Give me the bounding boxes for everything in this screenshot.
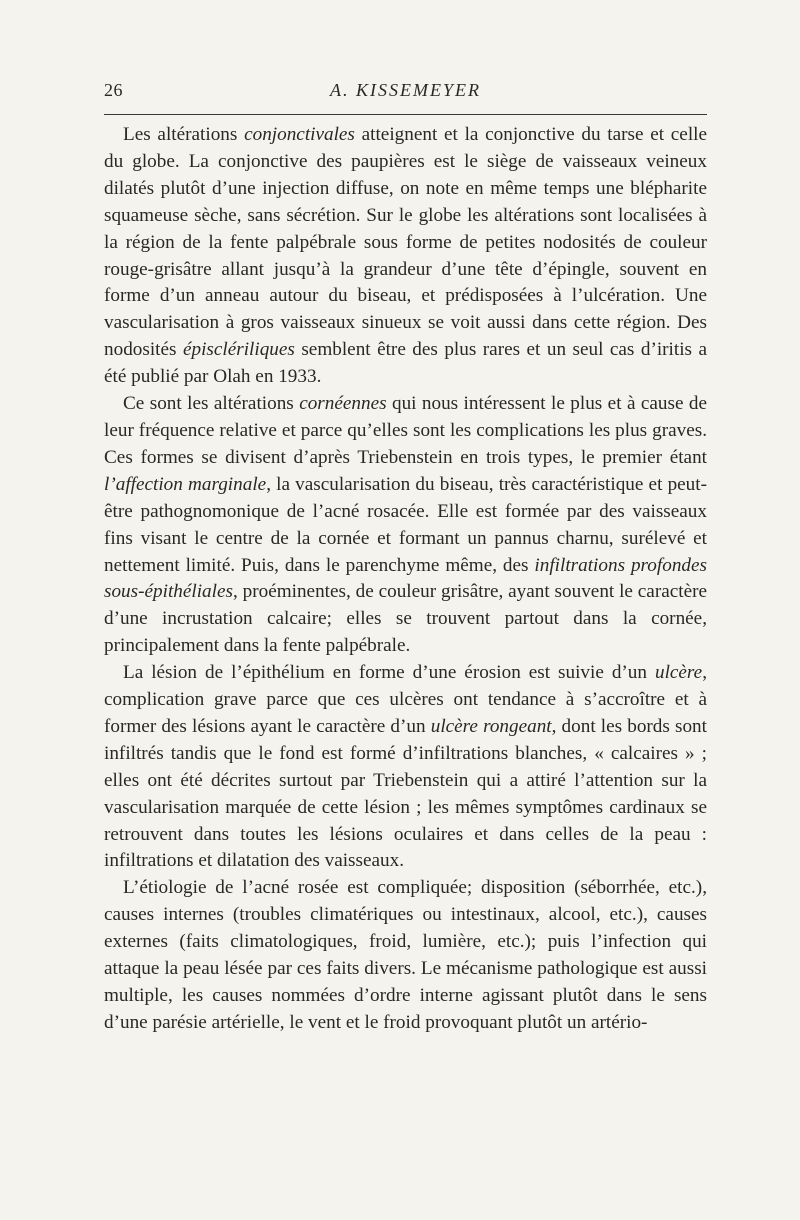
body-text [104, 122, 707, 1037]
text-run: semblent être des plus rares et un seul cas d’iritis a été publié par Olah en 1933. [104, 339, 707, 388]
text-run: Les altérations [123, 124, 245, 145]
running-head [104, 78, 707, 102]
text-run: atteignent et la conjonctive du tarse et celle du globe. La conjonctive des paupières est le siège de vaisseaux veineux dilatés plutôt d’une injection diffuse, on note en même temps une blépharite squameuse sèche, sans sécrétion. Sur le globe les altérations sont localisées à la région de la fente palpébrale sous forme de petites nodosités de couleur rouge-grisâtre allant jusqu’à la grandeur d’une tête d’épingle, souvent en forme d’un anneau autour du biseau, et prédisposées à l’ulcération. Une vascularisation à gros vaisseaux sinueux se voit aussi dans cette région. Des nodosités [104, 124, 708, 361]
italic-run: cornéennes [299, 393, 387, 415]
italic-run: conjonctivales [244, 124, 355, 145]
paragraph [104, 122, 707, 391]
text-run: , la vascularisation du biseau, très caractéristique et peut-être pathognomonique de l’acné rosacée. Elle est formée par des vaisseaux fins visant le centre de la cornée et formant un pannus charnu, surélevé et nettement limité. Puis, dans le parenchyme même, des [104, 473, 707, 576]
italic-run: épisclériliques [182, 339, 295, 361]
paragraph [104, 875, 707, 1036]
header-rule [104, 114, 707, 115]
italic-run: ulcère [654, 662, 703, 684]
italic-run: l’affection marginale [104, 473, 267, 495]
italic-run: ulcère rongeant [430, 715, 552, 737]
text-run: L’étiologie de l’acné rosée est compliquée; disposition (séborrhée, etc.), causes internes (troubles climatériques ou intestinaux, alcool, etc.), causes externes (faits climatologiques, froid, lumière, etc.); puis l’infection qui attaque la peau lésée par ces faits divers. Le mécanisme pathologique est aussi multiple, les causes nommées d’ordre interne agissant plutôt dans le sens d’une parésie artérielle, le vent et le froid provoquant plutôt un artério- [104, 877, 707, 1033]
text-run: Ce sont les altérations [123, 393, 300, 415]
italic-run: infiltrations profondes sous-épithéliales [104, 554, 707, 603]
text-run: La lésion de l’épithélium en forme d’une érosion est suivie d’un [123, 662, 655, 684]
paragraph [104, 391, 707, 660]
paragraph [104, 660, 707, 875]
text-run: , proéminentes, de couleur grisâtre, ayant souvent le caractère d’une incrustation calcaire; elles se trouvent partout dans la cornée, principalement dans la fente palpébrale. [104, 581, 707, 657]
page-number: 26 [104, 80, 123, 100]
text-run: qui nous intéressent le plus et à cause de leur fréquence relative et parce qu’elles sont les complications les plus graves. Ces formes se divisent d’après Triebenstein en trois types, le premier étant [104, 393, 707, 468]
text-run: , complication grave parce que ces ulcères ont tendance à s’accroître et à former des lésions ayant le caractère d’un [104, 662, 707, 737]
text-run: , dont les bords sont infiltrés tandis que le fond est formé d’infiltrations blanches, « calcaires » ; elles ont été décrites surtout par Triebenstein qui a attiré l’attention sur la vascularisation marquée de cette lésion ; les mêmes symptômes cardinaux se retrouvent dans toutes les lésions oculaires et dans celles de la peau : infiltrations et dilatation des vaisseaux. [104, 715, 707, 872]
running-head-author: A. KISSEMEYER [330, 80, 481, 100]
